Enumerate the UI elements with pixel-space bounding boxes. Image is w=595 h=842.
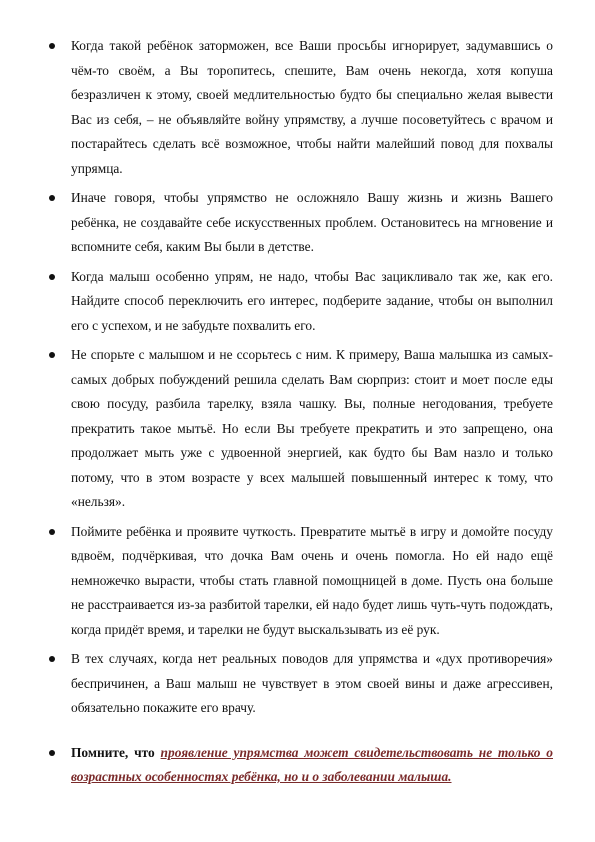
final-emphasis-text: проявление упрямства может свидетельствовать не только о возрастных особенностях ребёнка, но и о заболевании малыша.	[71, 744, 553, 784]
paragraph-text: Когда такой ребёнок заторможен, все Ваши просьбы игнорирует, задумавшись о чём-то своём, а Вы торопитесь, спешите, Вам очень некогда, хотя копуша безразличен к этому, своей медлительностью будто бы специально желая вывести Вас из себя, – не объявляйте войну упрямству, а лучше посоветуйтесь с врачом и постарайтесь сделать всё возможное, чтобы найти малейший повод для похвалы упрямца.	[71, 38, 553, 176]
bullet-icon	[49, 352, 55, 358]
bullet-icon	[49, 750, 55, 756]
bullet-list	[44, 34, 553, 790]
list-item	[44, 34, 553, 181]
list-item	[44, 343, 553, 515]
final-list-item	[44, 741, 553, 790]
bullet-icon	[49, 656, 55, 662]
bullet-icon	[49, 529, 55, 535]
final-intro-text: Помните, что	[71, 744, 155, 760]
list-item	[44, 265, 553, 339]
paragraph-text: Когда малыш особенно упрям, не надо, чтобы Вас зацикливало так же, как его. Найдите способ переключить его интерес, подберите задание, чтобы он выполнил его с успехом, и не забудьте похвалить его.	[71, 268, 553, 333]
paragraph-text: Иначе говоря, чтобы упрямство не осложняло Вашу жизнь и жизнь Вашего ребёнка, не создавайте себе искусственных проблем. Остановитесь на мгновение и вспомните себя, каким Вы были в детстве.	[71, 190, 553, 254]
paragraph-text: В тех случаях, когда нет реальных поводов для упрямства и «дух противоречия» беспричинен, а Ваш малыш не чувствует в этом своей вины и даже агрессивен, обязательно покажите его врачу.	[71, 651, 553, 715]
paragraph-text: Поймите ребёнка и проявите чуткость. Превратите мытьё в игру и домойте посуду вдвоём, подчёркивая, что дочка Вам очень и очень помогла. Но ей надо ещё немножечко вырасти, чтобы стать главной помощницей в доме. Пусть она больше не расстраивается из-за разбитой тарелки, ей надо будет лишь чуть-чуть подождать, когда придёт время, и тарелки не будут выскальзывать из её рук.	[71, 523, 553, 637]
bullet-icon	[49, 274, 55, 280]
paragraph-text: Не спорьте с малышом и не ссорьтесь с ним. К примеру, Ваша малышка из самых-самых добрых побуждений решила сделать Вам сюрприз: стоит и моет после еды свою посуду, разбила тарелку, взяла чашку. Вы, полные негодования, требуете прекратить такое мытьё. Но если Вы требуете прекратить и это запрещено, она продолжает мыть уже с удвоенной энергией, как будто бы Вам назло и только потому, что в этом возрасте у всех малышей повышенный интерес к тому, что «нельзя».	[71, 347, 553, 509]
bullet-icon	[49, 195, 55, 201]
list-item	[44, 520, 553, 643]
list-item	[44, 647, 553, 721]
list-item	[44, 186, 553, 260]
bullet-icon	[49, 43, 55, 49]
